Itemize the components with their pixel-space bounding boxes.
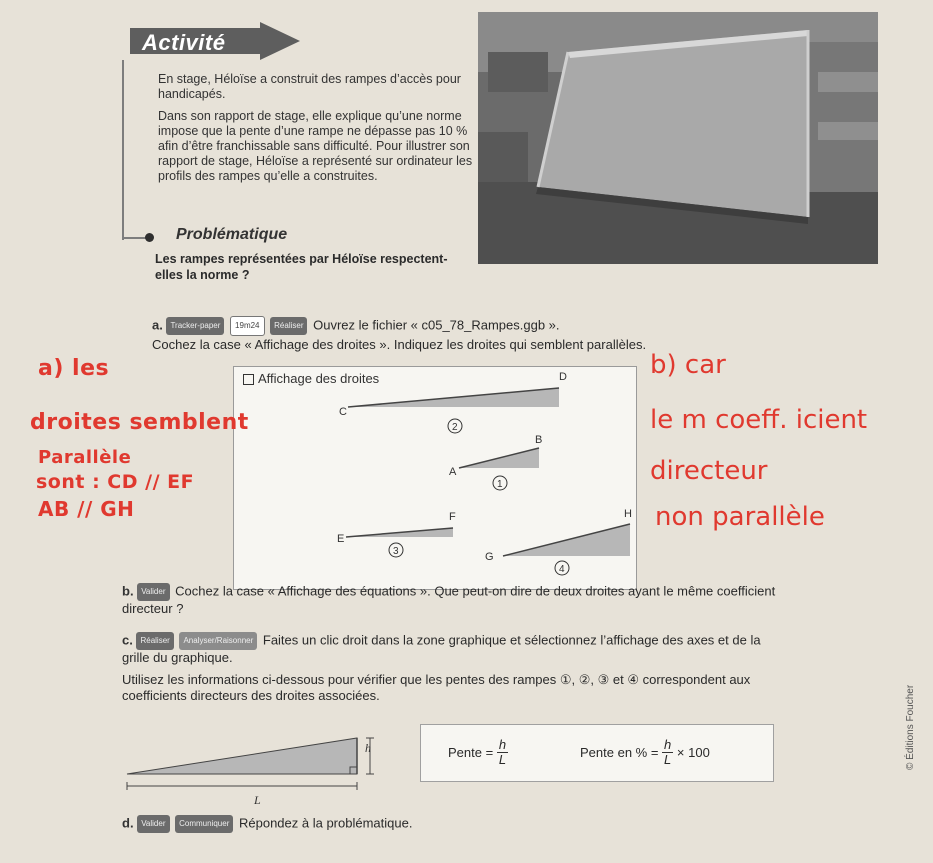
point-g-label: G xyxy=(485,551,494,563)
question-d-tag-1: Valider xyxy=(137,815,169,833)
question-d-tag-2: Communiquer xyxy=(175,815,233,833)
handwriting-left-1: a) les xyxy=(38,356,110,381)
activity-intro xyxy=(158,72,473,191)
problematique-text: Les rampes représentées par Héloïse respectent-elles la norme ? xyxy=(155,252,448,282)
question-a-letter: a. xyxy=(152,317,163,333)
formula-pente xyxy=(448,738,508,767)
formula-pente-percent-numerator: h xyxy=(664,737,672,752)
formula-pente-percent-label: Pente en % = xyxy=(580,745,659,760)
question-d-letter: d. xyxy=(122,815,134,831)
ramp-number-3: 3 xyxy=(393,546,399,557)
question-d-text: Répondez à la problématique. xyxy=(239,815,413,831)
handwriting-right-3: directeur xyxy=(650,456,768,486)
point-c-label: C xyxy=(339,406,347,418)
question-b xyxy=(122,583,822,617)
handwriting-left-2: droites semblent xyxy=(30,410,249,435)
question-a-tag-3: Réaliser xyxy=(270,317,307,335)
formula-pente-percent-denominator: L xyxy=(664,752,672,767)
ramp-photo xyxy=(478,12,878,264)
point-e-label: E xyxy=(337,533,345,545)
question-b-tag: Valider xyxy=(137,583,169,601)
question-c-tag-1: Réaliser xyxy=(136,632,173,650)
formula-pente-label: Pente = xyxy=(448,745,494,760)
formula-pente-denominator: L xyxy=(498,752,507,767)
point-a-label: A xyxy=(449,466,457,478)
handwriting-right-2: le m coeff. icient xyxy=(650,405,868,435)
formula-times-100: × 100 xyxy=(676,745,710,760)
question-a-tag-2: 19m24 xyxy=(230,316,264,336)
handwriting-right-1: b) car xyxy=(650,350,726,380)
question-b-text: Cochez la case « Affichage des équations ». Que peut-on dire de deux droites ayant le même coefficient directeur ? xyxy=(122,583,776,616)
question-a-row xyxy=(152,316,672,336)
question-c-letter: c. xyxy=(122,632,133,648)
handwriting-left-4: sont : CD // EF xyxy=(36,471,195,493)
problematique-bullet xyxy=(145,233,154,242)
question-c-text-1: Faites un clic droit dans la zone graphique et sélectionnez l’affichage des axes et de la grille du graphique. xyxy=(122,632,761,665)
question-d xyxy=(122,815,622,833)
point-f-label: F xyxy=(449,511,456,523)
handwriting-left-5: AB // GH xyxy=(38,497,135,521)
formula-pente-numerator: h xyxy=(498,737,507,752)
publisher-note: © Éditions Foucher xyxy=(905,684,916,770)
ramp-number-2: 2 xyxy=(452,422,458,433)
question-a-line-1: Ouvrez le fichier « c05_78_Rampes.ggb ». xyxy=(313,317,560,333)
question-b-letter: b. xyxy=(122,583,134,599)
point-b-label: B xyxy=(535,434,543,446)
formula-pente-percent-fraction xyxy=(662,738,673,767)
intro-paragraph-1: En stage, Héloïse a construit des rampes d’accès pour handicapés. xyxy=(158,72,461,101)
question-a-tag-1: Tracker-paper xyxy=(166,317,224,335)
ramp-number-4: 4 xyxy=(559,564,565,575)
intro-paragraph-2: Dans son rapport de stage, elle explique qu’une norme impose que la pente d’une rampe ne dépasse pas 10 % afin d’être franchissable sans difficulté. Pour illustrer son rapport de stage, Héloïse a représenté sur ordinateur les profils des rampes qu’elle a construites. xyxy=(158,109,473,183)
question-c-tag-2: Analyser/Raisonner xyxy=(179,632,257,650)
question-c-text-2: Utilisez les informations ci-dessous pour vérifier que les pentes des rampes ①, ②, ③ et ④ correspondent aux coefficients directeurs des droites associées. xyxy=(122,672,751,703)
activity-title: Activité xyxy=(142,30,226,55)
triangle-h-label: h xyxy=(365,741,371,755)
activity-divider xyxy=(122,60,124,240)
question-c xyxy=(122,632,772,666)
triangle-l-label: L xyxy=(254,793,261,807)
handwriting-right-4: non parallèle xyxy=(655,502,825,532)
point-h-label: H xyxy=(624,508,632,520)
ramp-profiles xyxy=(233,366,635,588)
formula-pente-fraction xyxy=(497,738,508,767)
handwriting-left-3: Parallèle xyxy=(38,447,132,468)
point-d-label: D xyxy=(559,371,567,383)
question-a-line-2: Cochez la case « Affichage des droites ». Indiquez les droites qui semblent parallèles. xyxy=(152,337,647,352)
checkbox-label: Affichage des droites xyxy=(258,371,380,386)
formula-pente-percent xyxy=(580,738,710,767)
ramp-number-1: 1 xyxy=(497,479,503,490)
slope-triangle-diagram xyxy=(122,730,382,810)
problematique-title: Problématique xyxy=(176,226,288,243)
